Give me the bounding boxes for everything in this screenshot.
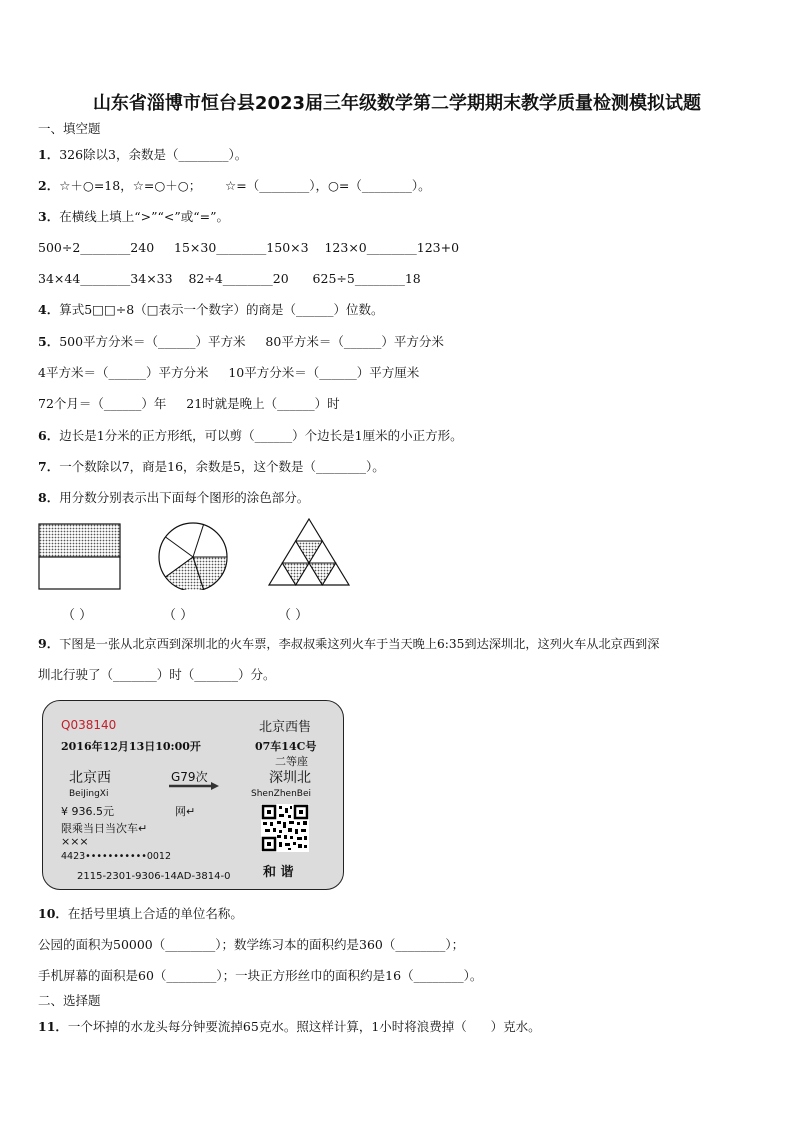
answer-blank-1: （ ）: [62, 608, 93, 623]
question-text: 一个数除以7，商是16，余数是5，这个数是（________）。: [59, 459, 385, 474]
question-number: 10．: [38, 906, 68, 921]
question-10: [38, 906, 243, 922]
question-number: 9．: [38, 636, 60, 651]
train-ticket: [42, 700, 344, 890]
question-2: [38, 178, 431, 194]
ticket-office: 北京西售: [259, 720, 312, 735]
question-3: [38, 209, 229, 225]
question-4: [38, 302, 384, 318]
ticket-serial: Q038140: [61, 718, 117, 732]
qr-code-icon: [261, 804, 309, 852]
half-shaded-rectangle: [39, 524, 120, 589]
question-number: 4．: [38, 302, 60, 317]
ticket-note: 限乘当日当次车↵: [61, 822, 148, 835]
question-5-row-1: [38, 334, 444, 350]
question-text: 边长是1分米的正方形纸，可以剪（______）个边长是1厘米的小正方形。: [59, 428, 463, 443]
section-heading-choice: 二、选择题: [38, 993, 101, 1008]
question-8: [38, 490, 309, 506]
question-9-line-2: 圳北行驶了（_______）时（_______）分。: [38, 667, 276, 682]
question-5-row-3: 72个月＝（______）年 21时就是晚上（______）时: [38, 396, 340, 411]
ticket-to-station: 深圳北: [269, 770, 311, 786]
question-text: 一个坏掉的水龙头每分钟要流掉65克水。照这样计算，1小时将浪费掉（ ）克水。: [67, 1019, 541, 1034]
ticket-from-station: 北京西: [69, 770, 111, 786]
page-title: 山东省淄博市恒台县2023届三年级数学第二学期期末教学质量检测模拟试题: [92, 93, 702, 114]
fraction-figures: [36, 518, 356, 590]
shaded-circle: [159, 523, 227, 590]
question-9-line-1: [38, 636, 659, 652]
question-text: 在括号里填上合适的单位名称。: [67, 906, 243, 921]
question-11: [38, 1019, 541, 1035]
ticket-train-number: G79次: [171, 770, 208, 784]
question-10-row-2: 手机屏幕的面积是60（________）；一块正方形丝巾的面积约是16（________）。: [38, 968, 483, 983]
ticket-brand: 和 谐: [263, 865, 294, 880]
question-6: [38, 428, 463, 444]
section-heading-fill-blank: 一、填空题: [38, 121, 101, 136]
question-number: 5．: [38, 334, 60, 349]
question-7: [38, 459, 385, 475]
question-number: 8．: [38, 490, 60, 505]
question-3-row-1: 500÷2________240 15×30________150×3 123×0________123+0: [38, 240, 460, 255]
question-text: 500平方分米＝（______）平方米 80平方米＝（______）平方分米: [59, 334, 444, 349]
question-text: 在横线上填上“>”“<”或“=”。: [59, 209, 229, 224]
question-number: 11．: [38, 1019, 68, 1034]
ticket-to-pinyin: ShenZhenBei: [251, 789, 311, 799]
question-text: 326除以3，余数是（________）。: [59, 147, 248, 162]
question-1: [38, 147, 247, 163]
answer-blank-2: （ ）: [163, 608, 194, 623]
ticket-class: 二等座: [275, 755, 308, 768]
question-5-row-2: 4平方米＝（______）平方分米 10平方分米＝（______）平方厘米: [38, 365, 420, 380]
ticket-price: ¥ 936.5元: [61, 805, 114, 818]
ticket-seat: 07车14C号: [255, 740, 317, 753]
arrow-icon: [169, 781, 219, 791]
question-10-row-1: 公园的面积为50000（________）；数学练习本的面积约是360（________）；: [38, 937, 465, 952]
ticket-passenger: ×××: [61, 835, 89, 848]
question-text: 用分数分别表示出下面每个图形的涂色部分。: [59, 490, 310, 505]
question-text: 算式5□□÷8（□表示一个数字）的商是（______）位数。: [59, 302, 384, 317]
question-number: 7．: [38, 459, 60, 474]
ticket-net-mark: 网↵: [175, 805, 196, 818]
question-number: 2．: [38, 178, 60, 193]
question-number: 3．: [38, 209, 60, 224]
answer-blank-3: （ ）: [278, 608, 309, 623]
question-number: 6．: [38, 428, 60, 443]
ticket-datetime: 2016年12月13日10:00开: [61, 740, 201, 753]
question-text: ☆＋○=18，☆=○＋○； ☆=（________），○=（________）。: [59, 178, 431, 193]
ticket-code: 2115-2301-9306-14AD-3814-0: [77, 871, 231, 882]
question-text: 下图是一张从北京西到深圳北的火车票，李叔叔乘这列火车于当天晚上6:35到达深圳北，这列火车从北京西到深: [59, 637, 660, 651]
question-3-row-2: 34×44________34×33 82÷4________20 625÷5________18: [38, 271, 421, 286]
question-number: 1．: [38, 147, 60, 162]
ticket-id-number: 4423•••••••••••0012: [61, 851, 171, 862]
ticket-from-pinyin: BeiJingXi: [69, 789, 109, 799]
shaded-triangle: [269, 519, 349, 585]
